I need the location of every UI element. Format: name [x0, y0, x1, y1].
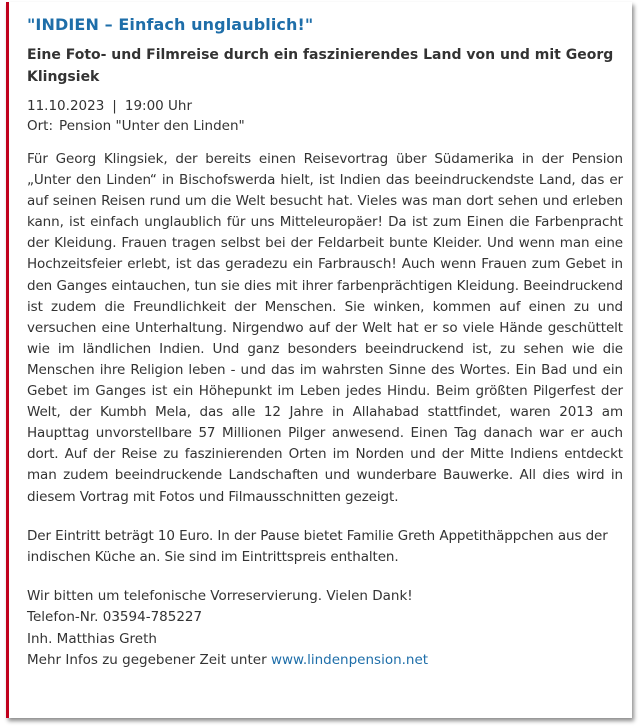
event-datetime [27, 96, 623, 116]
owner-name: Inh. Matthias Greth [27, 630, 157, 647]
reservation-note: Wir bitten um telefonische Vorreservierung. Vielen Dank! [27, 587, 413, 604]
website-link[interactable]: www.lindenpension.net [270, 652, 429, 669]
event-description: Für Georg Klingsiek, der bereits einen Reisevortrag über Südamerika in der Pension „Unter den Linden“ in Bischofswerda hielt, ist Indien das beeindruckendste Land, das er auf seinen Reisen rund um die Welt besucht hat. Vieles was man dort sehen und erleben kann, ist einfach unglaublich für uns Mitteleuropäer! Da ist zum Einen die Farbenpracht der Kleidung. Frauen tragen selbst bei der Feldarbeit bunte Kleider. Und wenn man eine Hochzeitsfeier erlebt, ist das geradezu ein Farbrausch! Auch wenn Frauen zum Gebet in den Ganges eintauchen, tun sie dies mit ihrer farbenprächtigen Kleidung. Beeindruckend ist zudem die Freundlichkeit der Menschen. Sie winken, kommen auf einen zu und versuchen eine Unterhaltung. Nirgendwo auf der Welt hat er so viele Hände geschüttelt wie im ländlichen Indien. Und ganz besonders beeindruckend ist, zu sehen wie die Menschen ihre Religion leben - und das im wahrsten Sinne des Wortes. Ein Bad und ein Gebet im Ganges ist ein Höhepunkt im Leben jedes Hindu. Beim größten Pilgerfest der Welt, der Kumbh Mela, das alle 12 Jahre in Allahabad stattfindet, waren 2013 am Haupttag unvorstellbare 57 Millionen Pilger anwesend. Einen Tag danach war er auch dort. Auf der Reise zu faszinierenden Orten im Norden und der Mitte Indiens entdeckt man zudem beeindruckende Landschaften und wunderbare Bauwerke. All dies wird in diesem Vortrag mit Fotos und Filmausschnitten gezeigt. [27, 151, 623, 505]
contact-block [27, 586, 623, 672]
more-info-line [27, 650, 623, 672]
event-time: 19:00 Uhr [124, 98, 193, 114]
event-meta [27, 96, 623, 136]
event-title: "INDIEN – Einfach unglaublich!" [27, 15, 314, 34]
event-date: 11.10.2023 [27, 98, 105, 114]
datetime-separator: | [112, 98, 117, 114]
event-article [27, 14, 623, 672]
event-card [6, 2, 632, 718]
location-value: Pension "Unter den Linden" [59, 118, 245, 134]
location-label: Ort: [27, 118, 54, 134]
event-subtitle: Eine Foto- und Filmreise durch ein faszinierendes Land von und mit Georg Klingsiek [27, 47, 614, 85]
more-info-prefix: Mehr Infos zu gegebener Zeit unter [27, 652, 271, 669]
event-location [27, 116, 623, 136]
event-admission: Der Eintritt beträgt 10 Euro. In der Pause bietet Familie Greth Appetithäppchen aus der indischen Küche an. Sie sind im Eintrittspreis enthalten. [27, 527, 608, 565]
phone-number: Telefon-Nr. 03594-785227 [27, 609, 203, 626]
